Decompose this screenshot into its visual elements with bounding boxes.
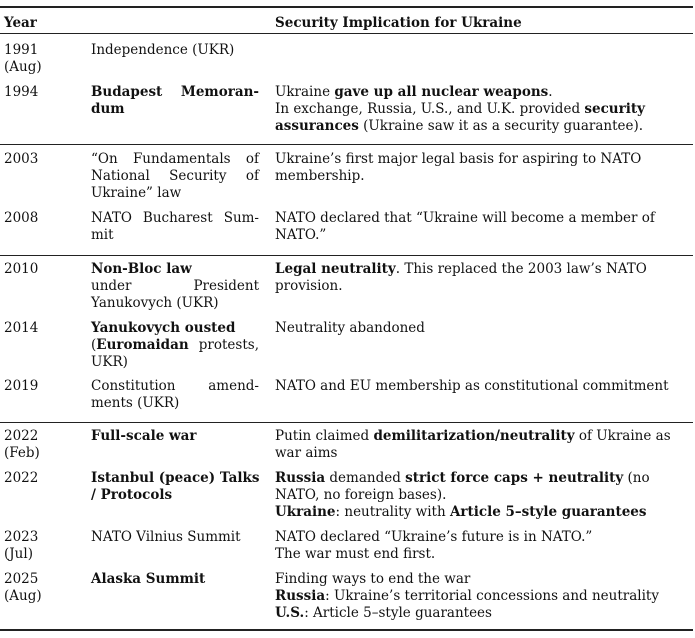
event-text: NATO Vilnius Summit (91, 529, 241, 545)
implication-cell (275, 151, 693, 185)
implication-text: Ukraine (275, 84, 335, 100)
year-cell (4, 571, 84, 605)
event-cell (91, 84, 259, 118)
implication-text: war aims (275, 445, 338, 461)
event-cell (91, 210, 259, 244)
implication-cell (275, 529, 693, 563)
event-text: Constitution amend- (91, 378, 259, 394)
year-cell (4, 378, 84, 395)
implication-text: (no (623, 470, 650, 486)
implication-text: . This replaced the 2003 law’s NATO (395, 261, 647, 277)
implication-cell (275, 470, 693, 521)
year-month: (Feb) (4, 445, 40, 461)
implication-text: demanded (325, 470, 406, 486)
implication-emphasis: strict force caps + neutrality (405, 470, 624, 486)
implication-text: . (548, 84, 553, 100)
year: 2025 (4, 571, 39, 587)
implication-emphasis: Article 5–style guarantees (449, 504, 647, 520)
event-emphasis: Euromaidan (96, 337, 189, 353)
event-cell (91, 261, 259, 312)
implication-text: : Article 5–style guarantees (304, 605, 492, 621)
implication-text: NATO declared that “Ukraine will become a member of (275, 210, 655, 226)
event-cell (91, 470, 259, 504)
year: 2022 (4, 428, 39, 444)
event-cell (91, 378, 259, 412)
implication-text: membership. (275, 168, 365, 184)
bottom-rule (0, 629, 693, 631)
year: 2019 (4, 378, 39, 394)
year: 1991 (4, 42, 39, 58)
implication-cell (275, 571, 693, 622)
event-text: Yanukovych ousted (91, 320, 236, 336)
event-cell (91, 571, 259, 588)
event-text: Yanukovych (UKR) (91, 295, 219, 311)
event-text: Istanbul (peace) Talks (91, 470, 260, 486)
year-cell (4, 261, 84, 278)
event-text: protests, (188, 337, 259, 353)
implication-emphasis: Legal neutrality (275, 261, 396, 277)
event-cell (91, 320, 259, 371)
year-cell (4, 84, 84, 101)
implication-text: Neutrality abandoned (275, 320, 425, 336)
event-text: Ukraine” law (91, 185, 182, 201)
header-year: Year (4, 15, 37, 31)
year-month: (Aug) (4, 59, 42, 75)
event-text: UKR) (91, 354, 128, 370)
group-rule-3 (0, 422, 693, 423)
event-text: ments (UKR) (91, 395, 180, 411)
year-cell (4, 470, 84, 487)
event-text: NATO Bucharest Sum- (91, 210, 259, 226)
implication-emphasis: U.S. (275, 605, 305, 621)
implication-text: NATO.” (275, 227, 327, 243)
implication-text: The war must end first. (275, 546, 436, 562)
top-rule (0, 6, 693, 8)
implication-text: : Ukraine’s territorial concessions and neutrality (325, 588, 659, 604)
implication-text: provision. (275, 278, 343, 294)
implication-emphasis: gave up all nuclear weapons (334, 84, 549, 100)
year-cell (4, 151, 84, 168)
implication-emphasis: Ukraine (275, 504, 336, 520)
event-text: dum (91, 101, 125, 117)
event-text: mit (91, 227, 114, 243)
implication-text: NATO and EU membership as constitutional commitment (275, 378, 669, 394)
implication-cell (275, 378, 693, 395)
event-text: Independence (UKR) (91, 42, 235, 58)
implication-text: In exchange, Russia, U.S., and U.K. provided (275, 101, 585, 117)
year-cell (4, 529, 84, 563)
event-cell (91, 42, 259, 59)
group-rule-2 (0, 255, 693, 256)
event-text: ( (91, 337, 97, 353)
header-rule (0, 33, 693, 34)
implication-cell (275, 320, 693, 337)
event-text: Non-Bloc law (91, 261, 192, 277)
implication-text: NATO, no foreign bases). (275, 487, 447, 503)
year-cell (4, 210, 84, 227)
event-cell (91, 529, 259, 546)
implication-text: Ukraine’s first major legal basis for aspiring to NATO (275, 151, 642, 167)
implication-cell (275, 261, 693, 295)
implication-text: NATO declared “Ukraine’s future is in NATO.” (275, 529, 593, 545)
year: 2010 (4, 261, 39, 277)
year: 2008 (4, 210, 39, 226)
event-text: “On Fundamentals of (91, 151, 259, 167)
implication-emphasis: security (584, 101, 645, 117)
event-cell (91, 428, 259, 445)
header-implication: Security Implication for Ukraine (275, 15, 522, 31)
implication-text: : neutrality with (335, 504, 450, 520)
year-cell (4, 320, 84, 337)
implication-cell (275, 84, 693, 135)
event-text: / Protocols (91, 487, 173, 503)
year-cell (4, 42, 84, 76)
implication-emphasis: Russia (275, 470, 326, 486)
event-text: Full-scale war (91, 428, 197, 444)
event-text: under President (91, 278, 259, 294)
year-cell (4, 428, 84, 462)
year: 1994 (4, 84, 39, 100)
implication-text: of Ukraine as (574, 428, 671, 444)
implication-emphasis: assurances (275, 118, 359, 134)
implication-cell (275, 428, 693, 462)
implication-text: Putin claimed (275, 428, 374, 444)
event-text: Budapest Memoran- (91, 84, 259, 100)
year: 2023 (4, 529, 39, 545)
implication-text: Finding ways to end the war (275, 571, 471, 587)
implication-emphasis: demilitarization/neutrality (373, 428, 575, 444)
implication-cell (275, 210, 693, 244)
implication-emphasis: Russia (275, 588, 326, 604)
year-month: (Jul) (4, 546, 33, 562)
event-text: National Security of (91, 168, 259, 184)
year: 2022 (4, 470, 39, 486)
implication-text: (Ukraine saw it as a security guarantee). (358, 118, 644, 134)
year-month: (Aug) (4, 588, 42, 604)
event-text: Alaska Summit (91, 571, 206, 587)
year: 2003 (4, 151, 39, 167)
year: 2014 (4, 320, 39, 336)
group-rule-1 (0, 144, 693, 145)
event-cell (91, 151, 259, 202)
